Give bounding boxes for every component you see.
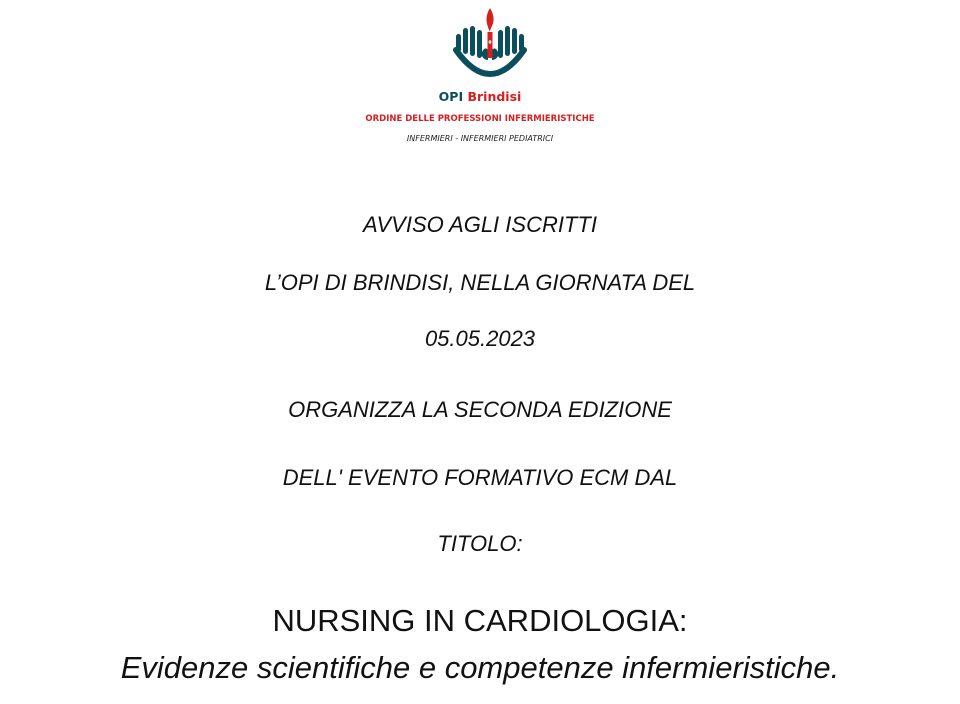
notice-line-3: ORGANIZZA LA SECONDA EDIZIONE <box>288 397 672 422</box>
notice-line-2: L’OPI DI BRINDISI, NELLA GIORNATA DEL <box>264 270 696 295</box>
event-subtitle: Evidenze scientifiche e competenze infermieristiche. <box>120 650 840 685</box>
opi-logo-icon <box>446 6 534 84</box>
notice-line-5: TITOLO: <box>437 531 523 556</box>
org-city: Brindisi <box>467 89 522 104</box>
event-date: 05.05.2023 <box>424 326 536 351</box>
notice-line-4: DELL' EVENTO FORMATIVO ECM DAL <box>282 465 678 490</box>
org-short: OPI <box>438 89 464 104</box>
notice-heading: AVVISO AGLI ISCRITTI <box>363 212 597 237</box>
org-full-name: ORDINE DELLE PROFESSIONI INFERMIERISTICHE <box>365 114 595 124</box>
event-title: NURSING IN CARDIOLOGIA: <box>272 603 688 638</box>
org-name <box>0 89 960 104</box>
org-subtitle: INFERMIERI - INFERMIERI PEDIATRICI <box>406 134 554 143</box>
